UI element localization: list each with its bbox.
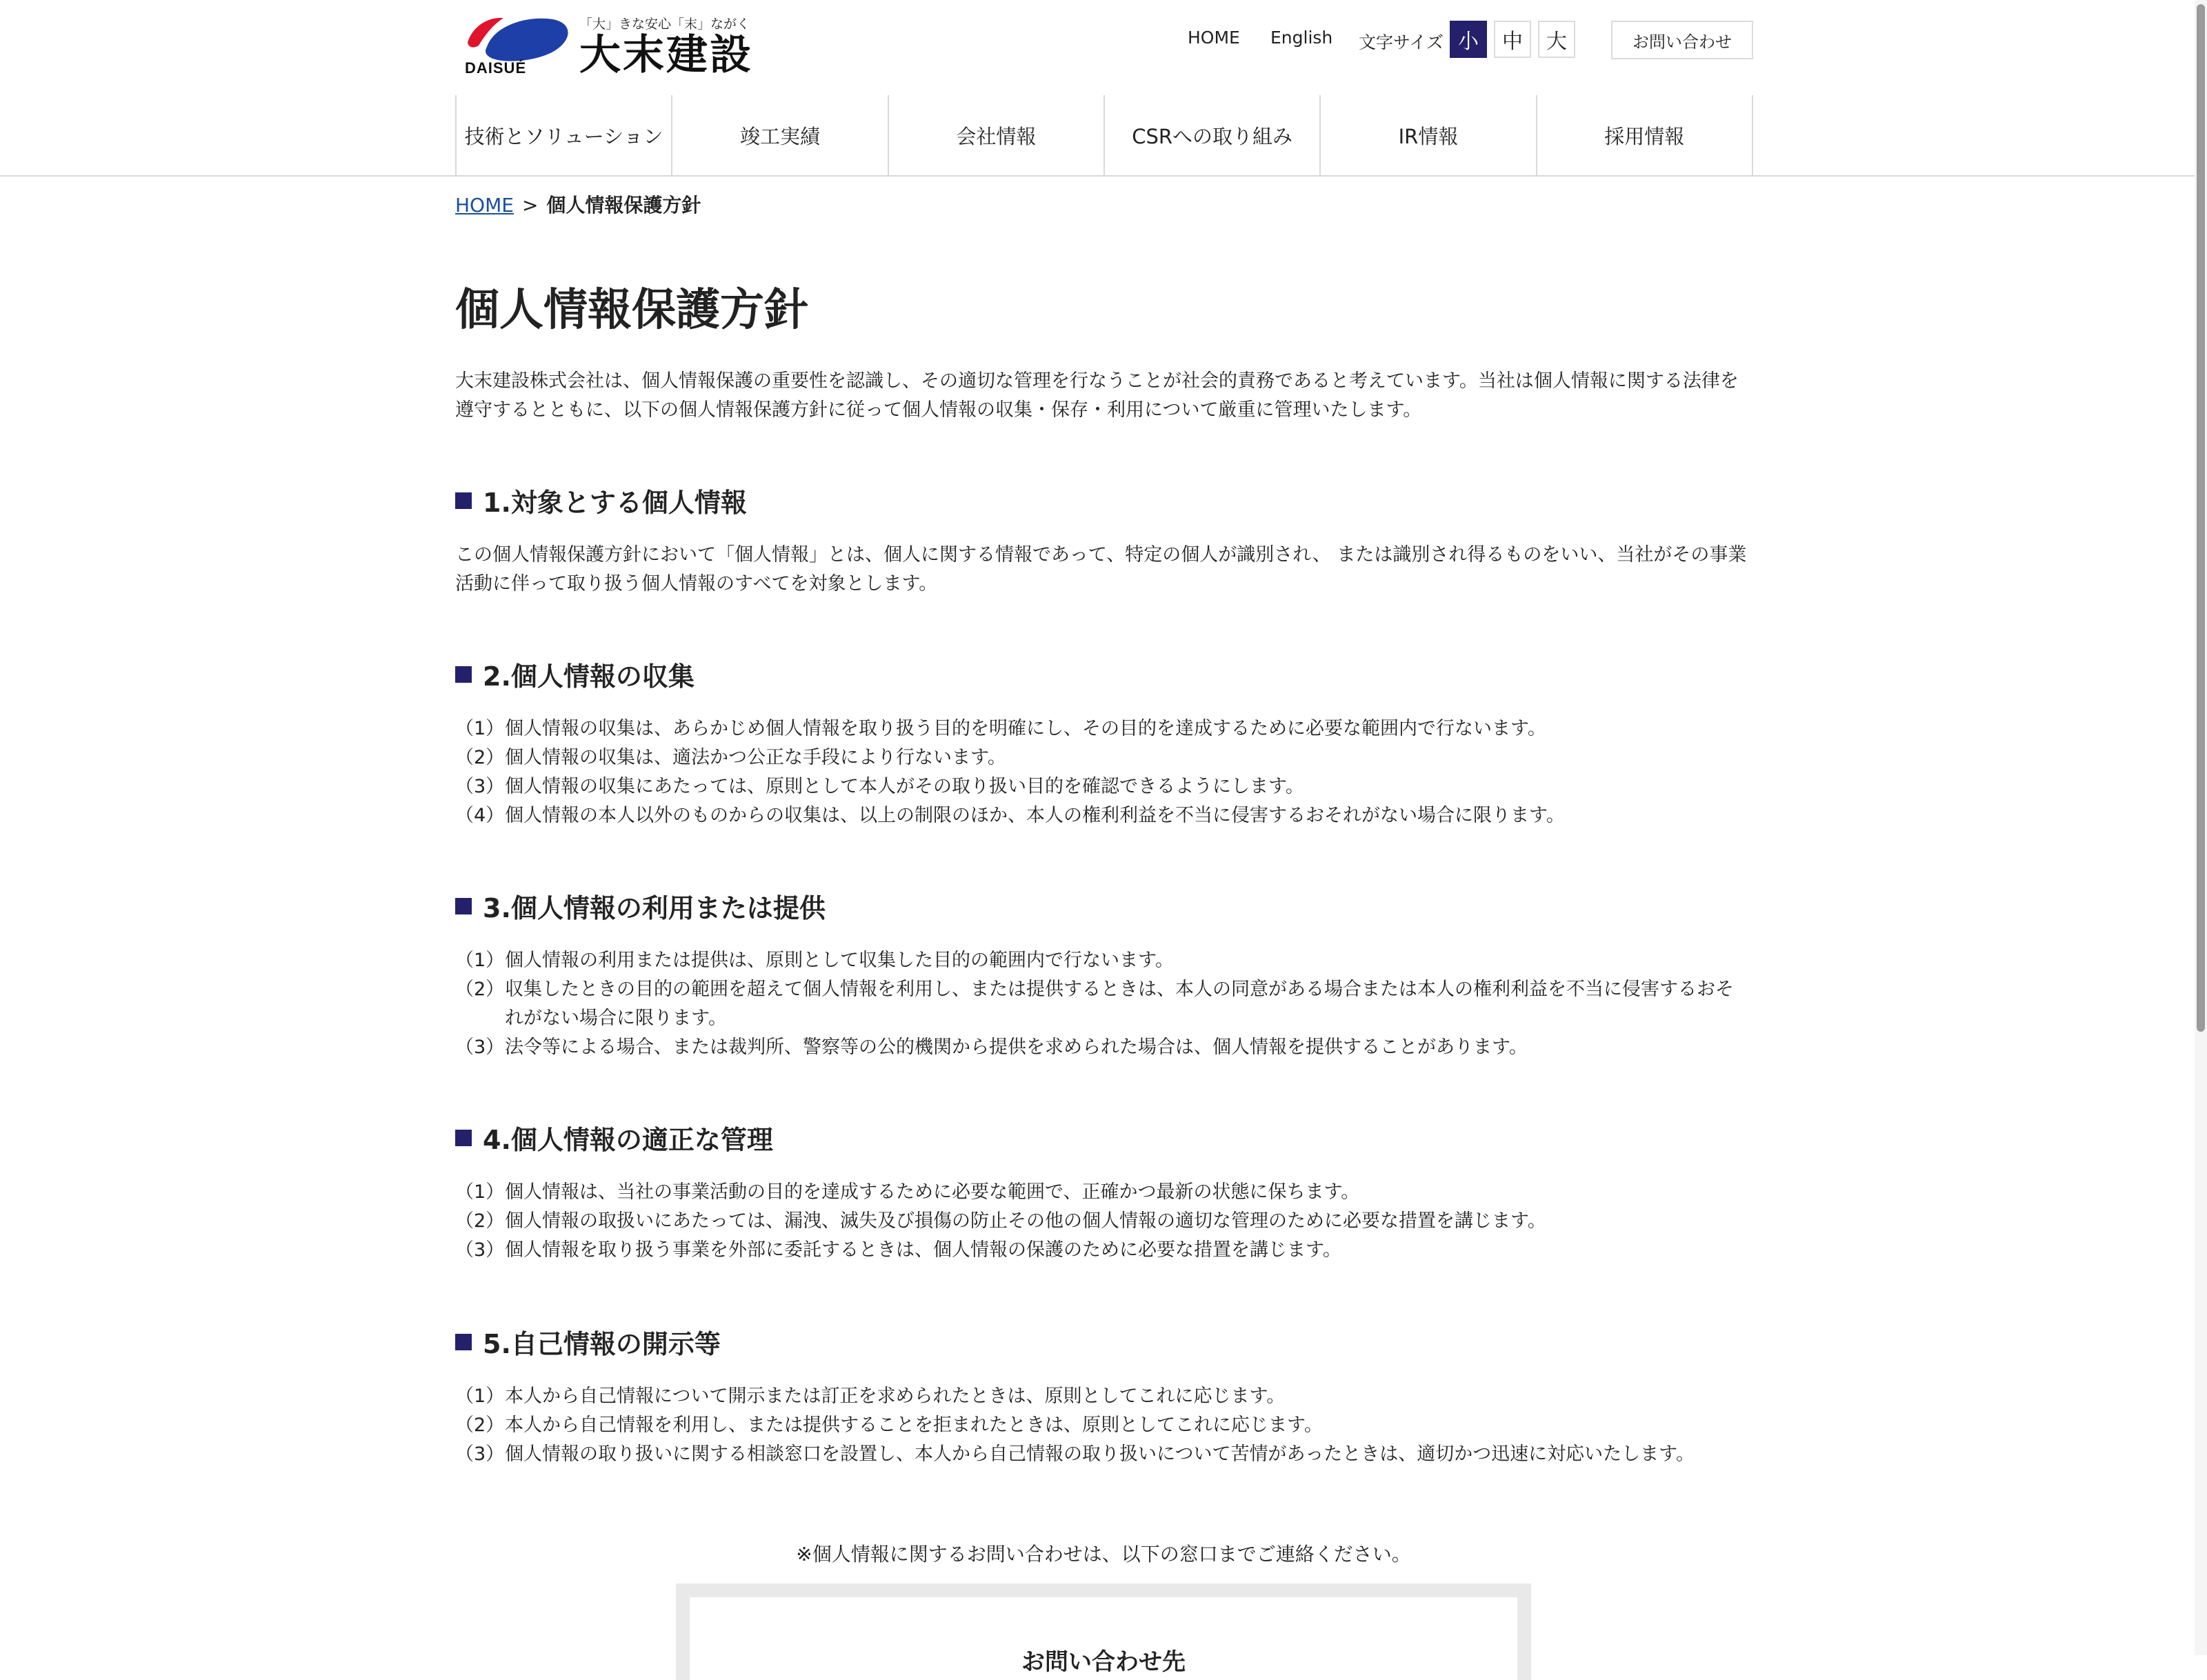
list-item <box>455 1236 1752 1265</box>
contact-box <box>676 1583 1531 1680</box>
nav-item-company[interactable]: 会社情報 <box>889 95 1105 175</box>
section-heading-3-text: 3.個人情報の利用または提供 <box>483 893 826 923</box>
font-size-large-button[interactable]: 大 <box>1538 21 1575 58</box>
nav-item-works[interactable]: 竣工実績 <box>672 95 888 175</box>
breadcrumb-separator: > <box>521 194 539 217</box>
section-heading-5-text: 5.自己情報の開示等 <box>483 1329 721 1359</box>
section-heading-2-text: 2.個人情報の収集 <box>483 661 695 692</box>
header-home-link[interactable]: HOME <box>1188 28 1240 48</box>
section-1-paragraph: この個人情報保護方針において「個人情報」とは、個人に関する情報であって、特定の個人が識別され、 または識別され得るものをいい、当社がその事業活動に伴って取り扱う個人情報のすべてを対象とします。 <box>455 544 1747 594</box>
header-contact-button[interactable]: お問い合わせ <box>1611 21 1753 59</box>
list-item-number: （3） <box>455 1239 505 1261</box>
list-item-number: （1） <box>455 950 505 971</box>
list-item <box>455 772 1752 801</box>
list-item-text: 本人から自己情報を利用し、または提供することを拒まれたときは、原則としてこれに応じます。 <box>505 1414 1323 1436</box>
section-marker-icon <box>455 1130 472 1146</box>
list-item <box>455 946 1752 975</box>
list-item-text: 個人情報の取扱いにあたっては、漏洩、滅失及び損傷の防止その他の個人情報の適切な管理のために必要な措置を講じます。 <box>505 1210 1546 1232</box>
logo-english-name: DAISUÉ <box>465 59 527 77</box>
scrollbar-thumb[interactable] <box>2197 4 2205 1032</box>
section-4-list <box>455 1178 1752 1265</box>
list-item-text: 個人情報の本人以外のものからの収集は、以上の制限のほか、本人の権利利益を不当に侵害するおそれがない場合に限ります。 <box>505 805 1565 826</box>
contact-box-inner <box>690 1597 1517 1680</box>
list-item-number: （1） <box>455 1386 505 1407</box>
section-heading-2 <box>455 655 695 693</box>
section-marker-icon <box>455 492 472 509</box>
list-item <box>455 1411 1752 1440</box>
section-heading-4 <box>455 1119 773 1157</box>
contact-box-title: お問い合わせ先 <box>1021 1648 1186 1676</box>
list-item-text: 個人情報の収集は、あらかじめ個人情報を取り扱う目的を明確にし、その目的を達成するために必要な範囲内で行ないます。 <box>505 718 1546 739</box>
list-item-text: 法令等による場合、または裁判所、警察等の公的機関から提供を求められた場合は、個人情報を提供することがあります。 <box>505 1037 1528 1058</box>
list-item <box>455 801 1752 830</box>
font-size-label: 文字サイズ <box>1359 32 1444 52</box>
page-scrollbar[interactable] <box>2195 0 2207 1655</box>
nav-item-ir[interactable]: IR情報 <box>1321 95 1537 175</box>
site-logo[interactable] <box>463 14 767 83</box>
header-english-link[interactable]: English <box>1270 28 1333 48</box>
intro-paragraph: 大末建設株式会社は、個人情報保護の重要性を認識し、その適切な管理を行なうことが社会的責務であると考えています。当社は個人情報に関する法律を遵守するとともに、以下の個人情報保護方針に従って個人情報の収集・保存・利用について厳重に管理いたします。 <box>455 370 1739 421</box>
section-marker-icon <box>455 1334 472 1350</box>
breadcrumb <box>455 190 701 218</box>
list-item <box>455 1382 1752 1411</box>
list-item <box>455 1207 1752 1236</box>
list-item <box>455 714 1752 743</box>
font-size-small-button[interactable]: 小 <box>1450 21 1487 58</box>
list-item-text: 個人情報の取り扱いに関する相談窓口を設置し、本人から自己情報の取り扱いについて苦情があったときは、適切かつ迅速に対応いたします。 <box>505 1443 1695 1465</box>
font-size-medium-button[interactable]: 中 <box>1494 21 1531 58</box>
list-item-number: （3） <box>455 1443 505 1465</box>
list-item-text: 収集したときの目的の範囲を超えて個人情報を利用し、または提供するときは、本人の同意がある場合または本人の権利利益を不当に侵害するおそれがない場合に限ります。 <box>505 979 1734 1029</box>
nav-item-csr[interactable]: CSRへの取り組み <box>1105 95 1321 175</box>
list-item <box>455 975 1752 1033</box>
section-3-list <box>455 946 1752 1062</box>
contact-notice: ※個人情報に関するお問い合わせは、以下の窓口までご連絡ください。 <box>796 1543 1411 1566</box>
section-heading-3 <box>455 887 826 925</box>
logo-tagline: 「大」きな安心「末」ながく <box>579 17 750 32</box>
list-item-number: （2） <box>455 1210 505 1232</box>
section-marker-icon <box>455 666 472 683</box>
global-nav <box>0 95 2207 177</box>
list-item-number: （3） <box>455 1037 505 1058</box>
list-item-number: （1） <box>455 1181 505 1203</box>
breadcrumb-current: 個人情報保護方針 <box>546 194 701 217</box>
section-5-list <box>455 1382 1752 1469</box>
section-heading-4-text: 4.個人情報の適正な管理 <box>483 1125 773 1155</box>
list-item-text: 個人情報の収集にあたっては、原則として本人がその取り扱い目的を確認できるようにします。 <box>505 776 1304 797</box>
list-item-number: （4） <box>455 805 505 826</box>
section-heading-5 <box>455 1323 721 1361</box>
section-heading-1 <box>455 481 747 519</box>
list-item <box>455 1178 1752 1207</box>
list-item-number: （1） <box>455 718 505 739</box>
list-item-text: 個人情報の利用または提供は、原則として収集した目的の範囲内で行ないます。 <box>505 950 1174 971</box>
list-item-number: （3） <box>455 776 505 797</box>
section-marker-icon <box>455 898 472 914</box>
list-item-text: 個人情報を取り扱う事業を外部に委託するときは、個人情報の保護のために必要な措置を講じます。 <box>505 1239 1341 1261</box>
page-title: 個人情報保護方針 <box>455 285 808 336</box>
list-item-text: 本人から自己情報について開示または訂正を求められたときは、原則としてこれに応じます。 <box>505 1386 1286 1407</box>
list-item <box>455 1440 1752 1469</box>
section-heading-1-text: 1.対象とする個人情報 <box>483 488 747 518</box>
nav-item-recruit[interactable]: 採用情報 <box>1537 95 1753 175</box>
logo-company-name: 大末建設 <box>579 31 753 79</box>
list-item <box>455 1033 1752 1062</box>
list-item-text: 個人情報の収集は、適法かつ公正な手段により行ないます。 <box>505 747 1006 768</box>
nav-item-technology[interactable]: 技術とソリューション <box>457 95 672 175</box>
list-item <box>455 743 1752 772</box>
list-item-number: （2） <box>455 747 505 768</box>
list-item-text: 個人情報は、当社の事業活動の目的を達成するために必要な範囲で、正確かつ最新の状態に保ちます。 <box>505 1181 1360 1203</box>
section-2-list <box>455 714 1752 830</box>
list-item-number: （2） <box>455 1414 505 1436</box>
breadcrumb-home-link[interactable]: HOME <box>455 194 514 217</box>
list-item-number: （2） <box>455 979 505 1000</box>
site-header <box>0 0 2207 97</box>
